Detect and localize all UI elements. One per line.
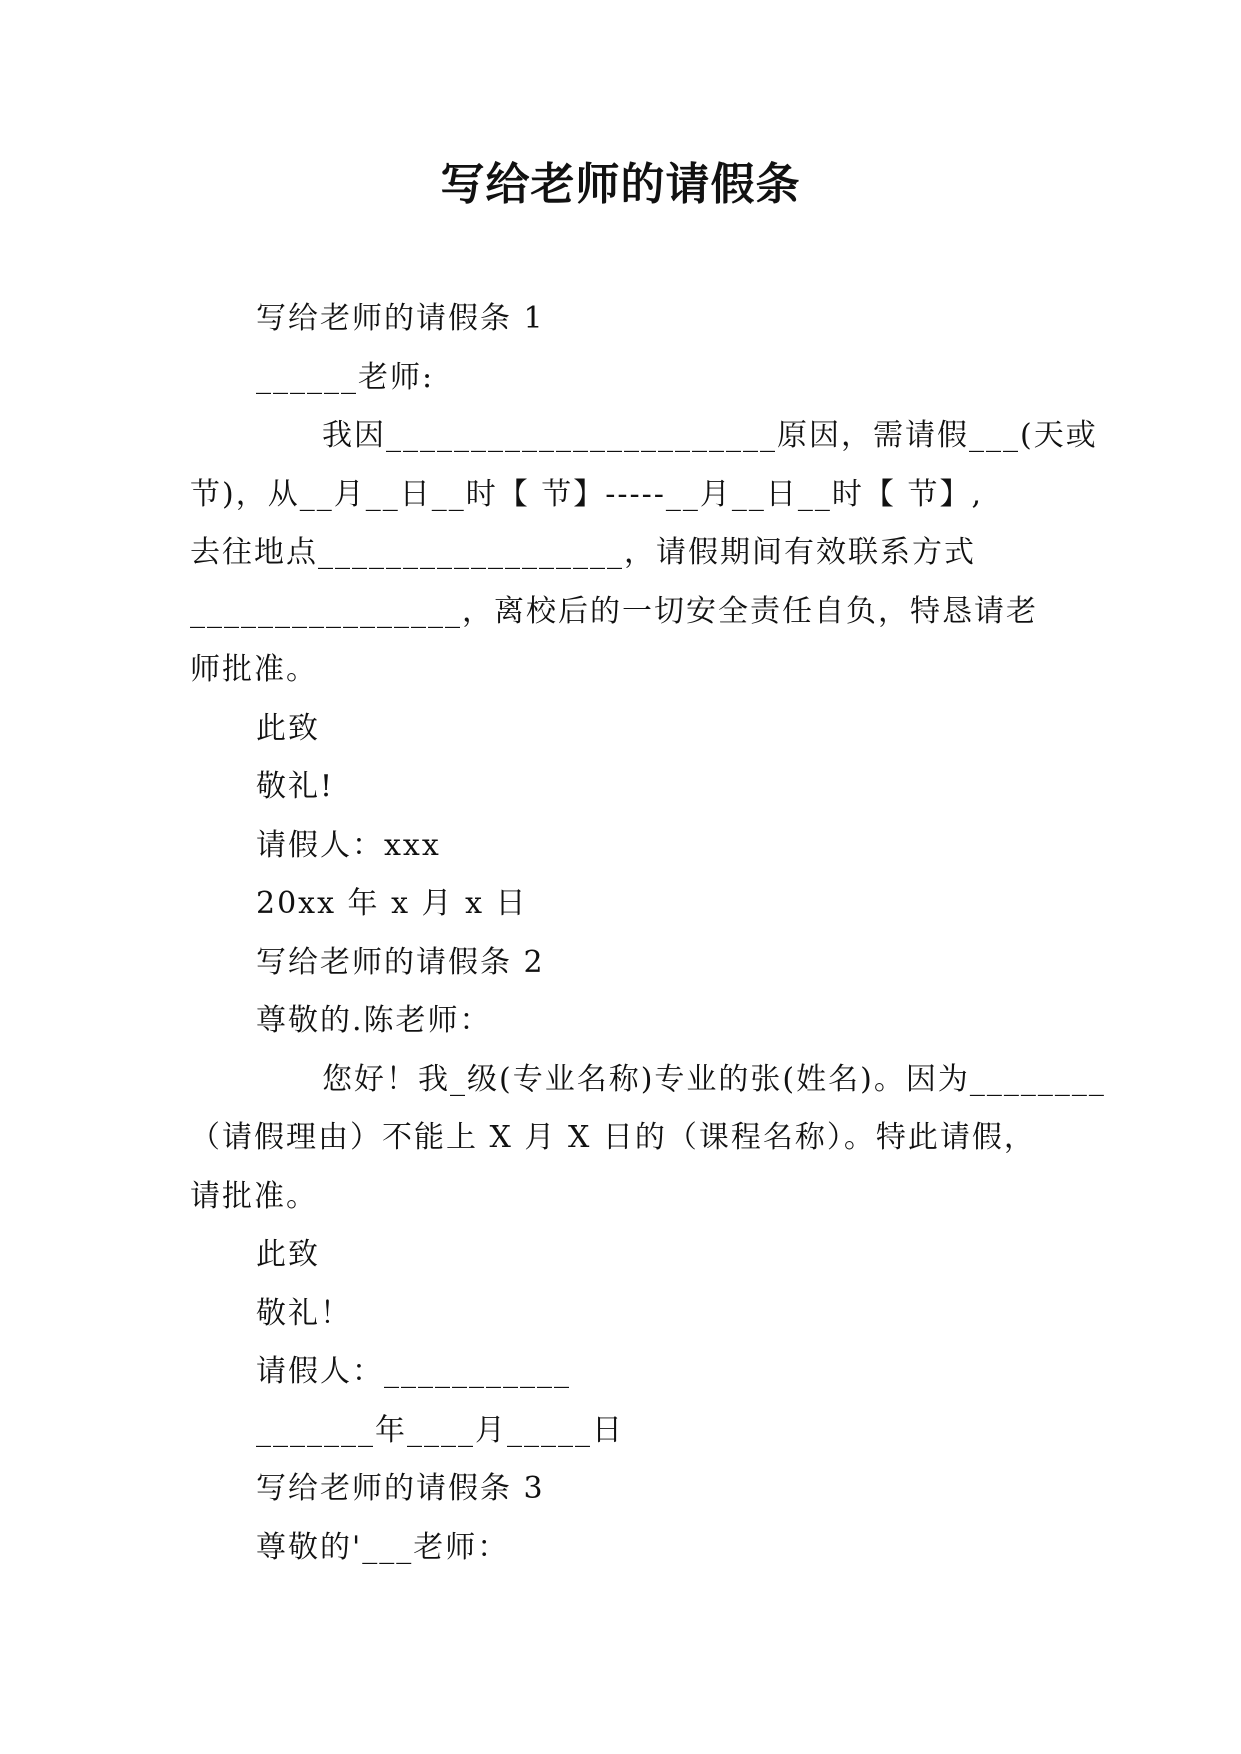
note1-body-line: ________________，离校后的一切安全责任自负，特恳请老 (190, 593, 1038, 629)
note1-body-line: 我因_______________________原因，需请假___(天或 (322, 418, 1098, 453)
note1-body-line: 师批准。 (190, 652, 318, 687)
note2-closing: 此致 (256, 1237, 320, 1272)
note2-body-line: （请假理由）不能上 X 月 X 日的（课程名称）。特此请假， (190, 1120, 1036, 1155)
note2-body (190, 1051, 1106, 1227)
note2-date: _______年____月_____日 (256, 1412, 624, 1448)
note1-signer: 请假人：xxx (256, 827, 441, 863)
note1-body-line: 节)，从__月__日__时【 节】-----__月__日__时【 节】, (190, 476, 983, 512)
note1-regards: 敬礼! (256, 769, 335, 804)
note3-salutation: 尊敬的'___老师： (256, 1529, 510, 1565)
note2-heading: 写给老师的请假条 2 (256, 944, 545, 980)
document-body (190, 290, 1106, 1577)
note2-body-line: 请批准。 (190, 1178, 318, 1214)
note1-body (190, 407, 1098, 700)
note1-closing: 此致 (256, 710, 320, 746)
note1-date: 20xx 年 x 月 x 日 (256, 886, 528, 921)
note3-heading: 写给老师的请假条 3 (256, 1471, 545, 1506)
note2-salutation: 尊敬的.陈老师： (256, 1003, 492, 1038)
note1-salutation: ______老师: (256, 359, 435, 395)
note2-regards: 敬礼！ (256, 1295, 352, 1331)
note1-body-line: 去往地点__________________，请假期间有效联系方式 (190, 535, 976, 570)
document-title: 写给老师的请假条 (440, 159, 801, 210)
note2-body-line: 您好！我_级(专业名称)专业的张(姓名)。因为________ (322, 1061, 1106, 1097)
note2-signer: 请假人：___________ (256, 1354, 571, 1389)
note1-heading: 写给老师的请假条 1 (256, 301, 545, 336)
